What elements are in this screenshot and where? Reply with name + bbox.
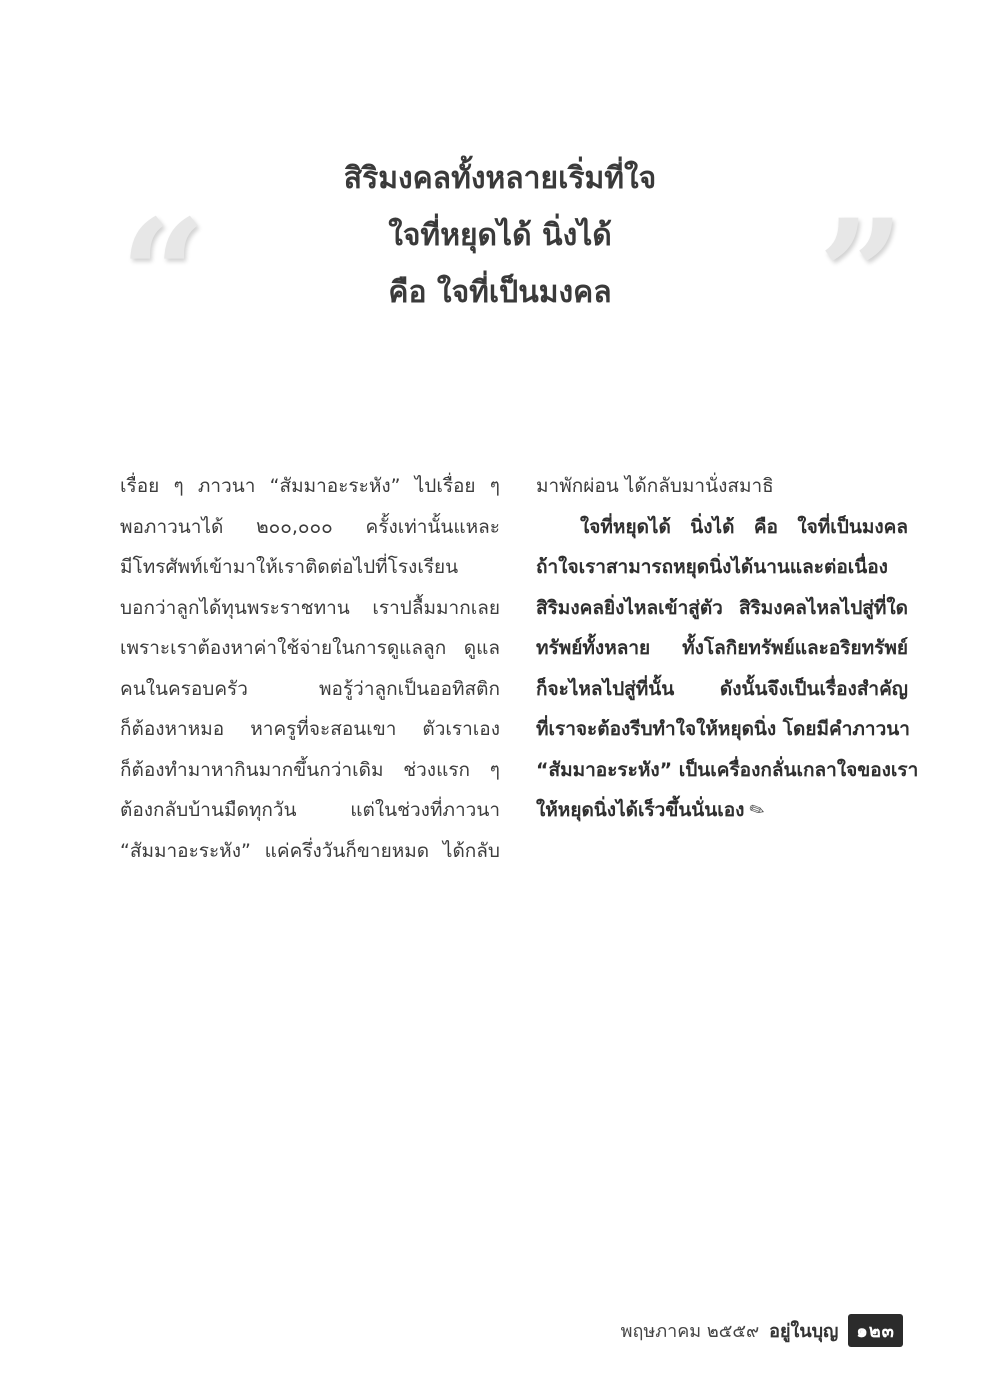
body-line: มีโทรศัพท์เข้ามาให้เราติดต่อไปที่โรงเรียน <box>120 556 459 578</box>
body-line: ก็ต้องหาหมอ หาครูที่จะสอนเขา ตัวเราเอง <box>120 718 500 740</box>
page-footer <box>621 1313 903 1347</box>
pull-quote-line: คือ ใจที่เป็นมงคล <box>388 275 612 310</box>
bold-body-line: “สัมมาอะระหัง” เป็นเครื่องกลั่นเกลาใจของเรา <box>536 758 919 781</box>
bold-body-line: ถ้าใจเราสามารถหยุดนิ่งได้นานและต่อเนื่อง <box>536 556 888 578</box>
leaf-end-icon: ✎ <box>746 797 769 824</box>
bold-body-line: ใจที่หยุดได้ นิ่งได้ คือ ใจที่เป็นมงคล <box>580 515 908 538</box>
bold-body-line-last <box>536 790 908 831</box>
body-line: มาพักผ่อน ได้กลับมานั่งสมาธิ <box>536 475 774 497</box>
body-line: คนในครอบครัว พอรู้ว่าลูกเป็นออทิสติก <box>120 677 500 700</box>
footer-date: พฤษภาคม ๒๕๕๙ <box>620 1320 760 1342</box>
bold-body-line: สิริมงคลยิ่งไหลเข้าสู่ตัว สิริมงคลไหลไปสู่ที่ใด <box>536 596 908 619</box>
close-quote-mark: ” <box>818 187 905 363</box>
closing-text: ให้หยุดนิ่งได้เร็วขึ้นนั่นเอง <box>536 799 745 821</box>
bold-body-line: ทรัพย์ทั้งหลาย ทั้งโลกิยทรัพย์และอริยทรัพย์ <box>536 637 908 659</box>
body-line: เรื่อย ๆ ภาวนา “สัมมาอะระหัง” ไปเรื่อย ๆ <box>120 475 500 497</box>
open-quote-mark: “ <box>120 187 207 363</box>
right-text-column <box>536 466 919 831</box>
body-line: เพราะเราต้องหาค่าใช้จ่ายในการดูแลลูก ดูแล <box>120 637 500 659</box>
body-line: ต้องกลับบ้านมืดทุกวัน แต่ในช่วงที่ภาวนา <box>120 799 500 821</box>
body-line: พอภาวนาได้ ๒๐๐,๐๐๐ ครั้งเท่านั้นแหละ <box>120 515 500 538</box>
body-line: “สัมมาอะระหัง” แค่ครึ่งวันก็ขายหมด ได้กลับ <box>120 839 500 862</box>
body-line: บอกว่าลูกได้ทุนพระราชทาน เราปลื้มมากเลย <box>120 596 500 619</box>
pull-quote <box>250 150 750 321</box>
footer-magazine-name: อยู่ในบุญ <box>769 1320 839 1342</box>
page-number-badge: ๑๒๓ <box>848 1314 903 1347</box>
body-line: ก็ต้องทำมาหากินมากขึ้นกว่าเดิม ช่วงแรก ๆ <box>120 758 500 781</box>
bold-body-line: ก็จะไหลไปสู่ที่นั้น ดังนั้นจึงเป็นเรื่องสำคัญ <box>536 677 908 700</box>
bold-body-line: ที่เราจะต้องรีบทำใจให้หยุดนิ่ง โดยมีคำภาวนา <box>536 718 910 740</box>
pull-quote-line: สิริมงคลทั้งหลายเริ่มที่ใจ <box>343 161 657 196</box>
pull-quote-line: ใจที่หยุดได้ นิ่งได้ <box>388 218 612 253</box>
left-text-column <box>120 466 500 871</box>
